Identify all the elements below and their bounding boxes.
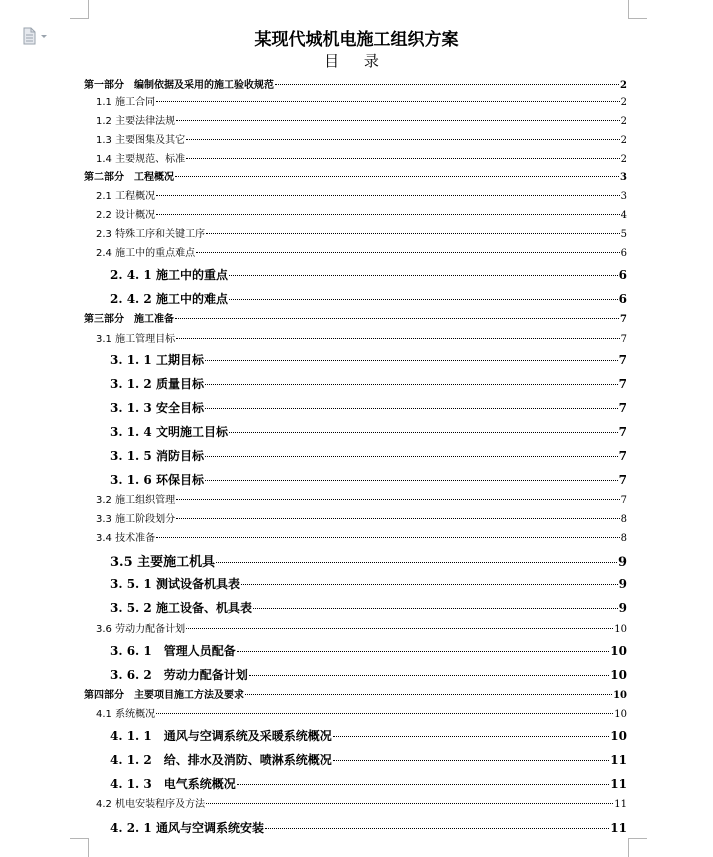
- toc-entry-label: 3.1 施工管理目标: [96, 334, 176, 345]
- toc-entry-page: 4: [620, 210, 627, 221]
- toc-entry-page: 9: [618, 601, 627, 615]
- toc-entry-label: 2. 4. 2 施工中的难点: [110, 292, 228, 306]
- toc-entry[interactable]: [96, 795, 627, 810]
- toc-entry-page: 3: [620, 172, 627, 183]
- page-corner-mark: [70, 838, 89, 857]
- toc-entry-page: 2: [620, 116, 627, 127]
- toc-entry[interactable]: [110, 751, 627, 768]
- toc-dot-leader: [249, 675, 610, 676]
- toc-entry-page: 9: [617, 555, 627, 570]
- toc-entry-page: 7: [618, 425, 627, 439]
- toc-entry-label: 3. 1. 1 工期目标: [110, 353, 204, 367]
- toc-entry[interactable]: [84, 168, 627, 183]
- toc-entry-page: 8: [620, 533, 627, 544]
- toc-entry[interactable]: [96, 244, 627, 259]
- toc-entry-label: 第四部分 主要项目施工方法及要求: [84, 690, 244, 701]
- toc-entry-page: 3: [620, 191, 627, 202]
- toc-entry[interactable]: [84, 76, 627, 91]
- toc-entry-label: 3. 6. 1 管理人员配备: [110, 644, 236, 658]
- toc-entry-label: 3. 5. 2 施工设备、机具表: [110, 601, 252, 615]
- toc-entry[interactable]: [96, 620, 627, 635]
- toc-dot-leader: [205, 360, 618, 361]
- toc-entry[interactable]: [110, 375, 627, 392]
- toc-dot-leader: [333, 760, 610, 761]
- toc-entry[interactable]: [110, 266, 627, 283]
- toc-entry-page: 10: [613, 690, 627, 701]
- toc-entry[interactable]: [110, 775, 627, 792]
- toc-entry[interactable]: [110, 666, 627, 683]
- toc-entry[interactable]: [110, 399, 627, 416]
- toc-entry-label: 3. 1. 5 消防目标: [110, 449, 204, 463]
- toc-entry[interactable]: [96, 225, 627, 240]
- toc-entry-page: 10: [610, 668, 627, 682]
- toc-entry[interactable]: [96, 206, 627, 221]
- toc-entry-label: 3. 1. 3 安全目标: [110, 401, 204, 415]
- toc-entry-label: 2.1 工程概况: [96, 191, 156, 202]
- toc-entry-label: 3.5 主要施工机具: [110, 555, 216, 570]
- toc-dot-leader: [333, 736, 610, 737]
- toc-dot-leader: [156, 195, 620, 196]
- toc-entry-page: 8: [620, 514, 627, 525]
- toc-entry-label: 3. 1. 2 质量目标: [110, 377, 204, 391]
- toc-entry[interactable]: [110, 727, 627, 744]
- toc-entry-page: 7: [620, 334, 627, 345]
- toc-entry-label: 3.6 劳动力配备计划: [96, 624, 186, 635]
- toc-entry-page: 10: [614, 624, 627, 635]
- toc-entry[interactable]: [110, 447, 627, 464]
- toc-entry-label: 3. 1. 4 文明施工目标: [110, 425, 228, 439]
- toc-entry-page: 10: [610, 729, 627, 743]
- toc-dot-leader: [176, 518, 620, 519]
- page-corner-mark: [70, 0, 89, 19]
- toc-entry[interactable]: [96, 187, 627, 202]
- toc-entry-label: 2.2 设计概况: [96, 210, 156, 221]
- toc-entry[interactable]: [110, 471, 627, 488]
- toc-entry-label: 4. 2. 1 通风与空调系统安装: [110, 821, 264, 835]
- toc-entry-page: 2: [620, 154, 627, 165]
- toc-dot-leader: [156, 214, 620, 215]
- toc-entry-page: 10: [610, 644, 627, 658]
- toc-entry-page: 6: [618, 292, 627, 306]
- toc-entry[interactable]: [96, 510, 627, 525]
- toc-entry-page: 7: [620, 314, 627, 325]
- toc-dot-leader: [275, 84, 619, 85]
- toc-entry[interactable]: [96, 150, 627, 165]
- toc-entry[interactable]: [110, 290, 627, 307]
- toc-dot-leader: [265, 828, 609, 829]
- toc-dot-leader: [175, 176, 619, 177]
- toc-dot-leader: [156, 713, 613, 714]
- toc-entry-label: 4.2 机电安装程序及方法: [96, 799, 206, 810]
- toc-dot-leader: [186, 628, 613, 629]
- page-corner-mark: [628, 0, 647, 19]
- toc-entry-page: 10: [614, 709, 627, 720]
- toc-dot-leader: [253, 608, 618, 609]
- toc-dot-leader: [176, 338, 620, 339]
- toc-heading: 目 录: [324, 52, 389, 70]
- toc-entry-label: 3. 6. 2 劳动力配备计划: [110, 668, 248, 682]
- toc-dot-leader: [156, 537, 620, 538]
- toc-entry-page: 7: [618, 353, 627, 367]
- toc-entry[interactable]: [96, 529, 627, 544]
- toc-entry-label: 第三部分 施工准备: [84, 314, 174, 325]
- toc-entry-label: 第一部分 编制依据及采用的施工验收规范: [84, 80, 274, 91]
- toc-dot-leader: [216, 562, 617, 563]
- toc-entry-page: 7: [618, 377, 627, 391]
- toc-entry[interactable]: [96, 93, 627, 108]
- toc-entry-label: 4. 1. 1 通风与空调系统及采暖系统概况: [110, 729, 332, 743]
- toc-entry-page: 11: [614, 799, 627, 810]
- toc-dot-leader: [186, 158, 620, 159]
- toc-dot-leader: [205, 408, 618, 409]
- toc-entry[interactable]: [110, 575, 627, 592]
- toc-entry[interactable]: [110, 642, 627, 659]
- document-title: 某现代城机电施工组织方案: [254, 30, 459, 50]
- toc-entry[interactable]: [96, 705, 627, 720]
- toc-dot-leader: [229, 432, 618, 433]
- toc-entry[interactable]: [110, 423, 627, 440]
- toc-entry-label: 3. 5. 1 测试设备机具表: [110, 577, 240, 591]
- toc-entry[interactable]: [110, 551, 627, 570]
- toc-entry-label: 1.2 主要法律法规: [96, 116, 176, 127]
- toc-entry-label: 4. 1. 2 给、排水及消防、喷淋系统概况: [110, 753, 332, 767]
- toc-entry-page: 7: [618, 401, 627, 415]
- toc-entry-label: 4.1 系统概况: [96, 709, 156, 720]
- toc-entry-label: 3. 1. 6 环保目标: [110, 473, 204, 487]
- toc-dot-leader: [156, 101, 620, 102]
- toc-dot-leader: [229, 299, 618, 300]
- toc-entry-label: 3.3 施工阶段划分: [96, 514, 176, 525]
- toc-entry-label: 2. 4. 1 施工中的重点: [110, 268, 228, 282]
- toc-entry-label: 第二部分 工程概况: [84, 172, 174, 183]
- toc-entry-label: 2.3 特殊工序和关键工序: [96, 229, 206, 240]
- toc-dot-leader: [237, 784, 610, 785]
- toc-entry-page: 6: [618, 268, 627, 282]
- toc-entry-page: 11: [610, 777, 627, 791]
- toc-entry-label: 1.1 施工合同: [96, 97, 156, 108]
- toc-entry[interactable]: [96, 491, 627, 506]
- toc-dot-leader: [176, 499, 620, 500]
- toc-entry-page: 5: [620, 229, 627, 240]
- toc-entry-label: 1.4 主要规范、标准: [96, 154, 186, 165]
- toc-entry-page: 2: [620, 97, 627, 108]
- toc-entry[interactable]: [110, 351, 627, 368]
- toc-entry-page: 9: [618, 577, 627, 591]
- toc-dot-leader: [196, 252, 620, 253]
- toc-dot-leader: [206, 803, 613, 804]
- toc-entry[interactable]: [84, 310, 627, 325]
- toc-dot-leader: [205, 456, 618, 457]
- toc-dot-leader: [229, 275, 618, 276]
- page-corner-mark: [628, 838, 647, 857]
- toc-entry-page: 11: [610, 821, 627, 835]
- toc-entry-label: 4. 1. 3 电气系统概况: [110, 777, 236, 791]
- toc-entry-page: 7: [618, 449, 627, 463]
- toc-entry-page: 11: [610, 753, 627, 767]
- toc-entry-label: 3.4 技术准备: [96, 533, 156, 544]
- toc-entry-page: 6: [620, 248, 627, 259]
- toc-dot-leader: [245, 694, 612, 695]
- toc-entry-page: 7: [620, 495, 627, 506]
- toc-entry[interactable]: [110, 599, 627, 616]
- toc-dot-leader: [237, 651, 610, 652]
- toc-dot-leader: [205, 480, 618, 481]
- toc-entry[interactable]: [96, 112, 627, 127]
- toc-dot-leader: [206, 233, 620, 234]
- toc-entry-page: 7: [618, 473, 627, 487]
- toc-entry[interactable]: [96, 330, 627, 345]
- toc-entry-label: 2.4 施工中的重点难点: [96, 248, 196, 259]
- toc-entry-page: 2: [620, 80, 627, 91]
- toc-dot-leader: [186, 139, 620, 140]
- toc-dot-leader: [176, 120, 620, 121]
- toc-entry-label: 3.2 施工组织管理: [96, 495, 176, 506]
- toc-dot-leader: [241, 584, 618, 585]
- toc-entry[interactable]: [110, 819, 627, 836]
- toc-entry-page: 2: [620, 135, 627, 146]
- toc-entry-label: 1.3 主要图集及其它: [96, 135, 186, 146]
- toc-entry[interactable]: [84, 686, 627, 701]
- toc-dot-leader: [175, 318, 619, 319]
- toc-dot-leader: [205, 384, 618, 385]
- toc-entry[interactable]: [96, 131, 627, 146]
